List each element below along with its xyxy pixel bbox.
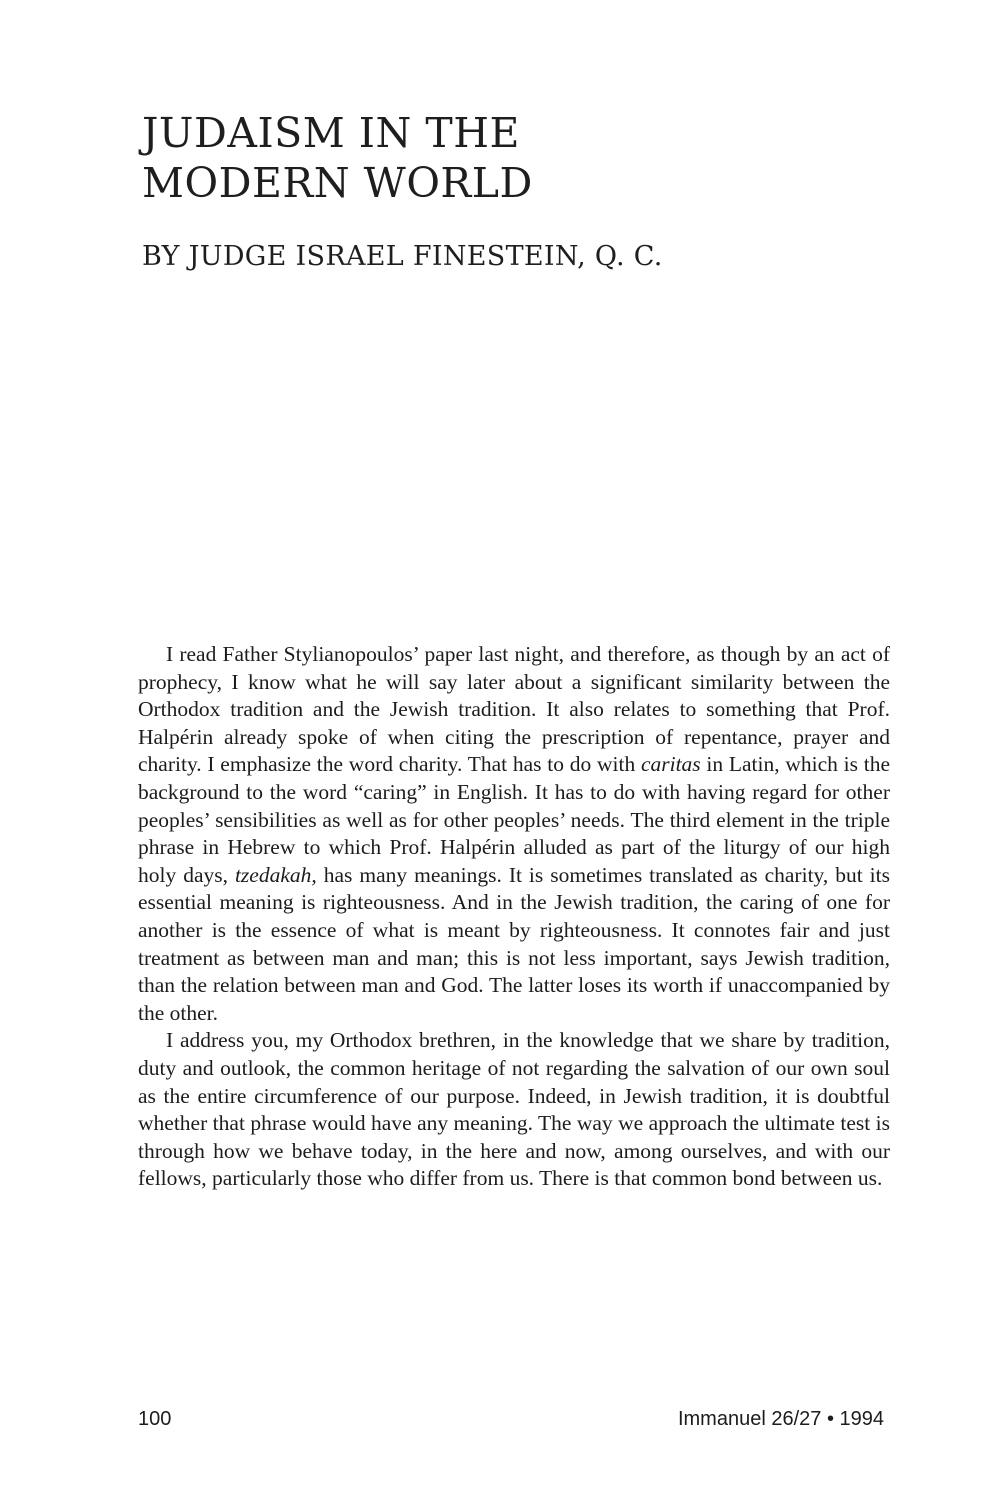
italic-term-tzedakah: tzedakah, (234, 862, 317, 887)
paragraph-2: I address you, my Orthodox brethren, in the knowledge that we share by tradition, duty and outlook, the common heritage of not regarding the salvation of our own soul as the entire circumference of our purpose. Indeed, in Jewish tradition, it is doubtful whether that phrase would have any meaning. The way we approach the ultimate test is through how we behave today, in the here and now, among ourselves, and with our fellows, particularly those who differ from us. There is that common bond between us. (138, 1028, 890, 1191)
paragraph-1 (138, 641, 890, 1027)
journal-citation: Immanuel 26/27 • 1994 (677, 1408, 884, 1430)
paragraph-1-text-c: has many meanings. It is sometimes translated as charity, but its essential meaning is righteousness. And in the Jewish tradition, the caring of one for another is the essence of what is meant by righteousness. It connotes fair and just treatment as between man and man; this is not less important, says Jewish tradition, than the relation between man and God. The latter loses its worth if unaccompanied by the other. (138, 862, 890, 1025)
page-number: 100 (138, 1408, 172, 1430)
page-footer (138, 1408, 890, 1438)
article-body (138, 641, 890, 1193)
paragraph-1-text-b: in Latin, which is the background to the word “caring” in English. It has to do with having regard for other peoples’ sensibilities as well as for other peoples’ needs. The third element in the triple phrase in Hebrew to which Prof. Halpérin alluded as part of the liturgy of our high holy days, (138, 752, 890, 887)
author-byline: BY JUDGE ISRAEL FINESTEIN, Q. C. (142, 241, 663, 272)
paragraph-1-text-a: I read Father Stylianopoulos’ paper last night, and therefore, as though by an act of prophecy, I know what he will say later about a significant similarity between the Orthodox tradition and the Jewish tradition. It also relates to something that Prof. Halpérin already spoke of when citing the prescription of repentance, prayer and charity. I emphasize the word charity. That has to do with (138, 642, 890, 777)
article-title (142, 108, 862, 208)
title-line-2: MODERN WORLD (142, 159, 533, 207)
italic-term-caritas: caritas (640, 752, 701, 777)
title-line-1: JUDAISM IN THE (142, 109, 520, 157)
